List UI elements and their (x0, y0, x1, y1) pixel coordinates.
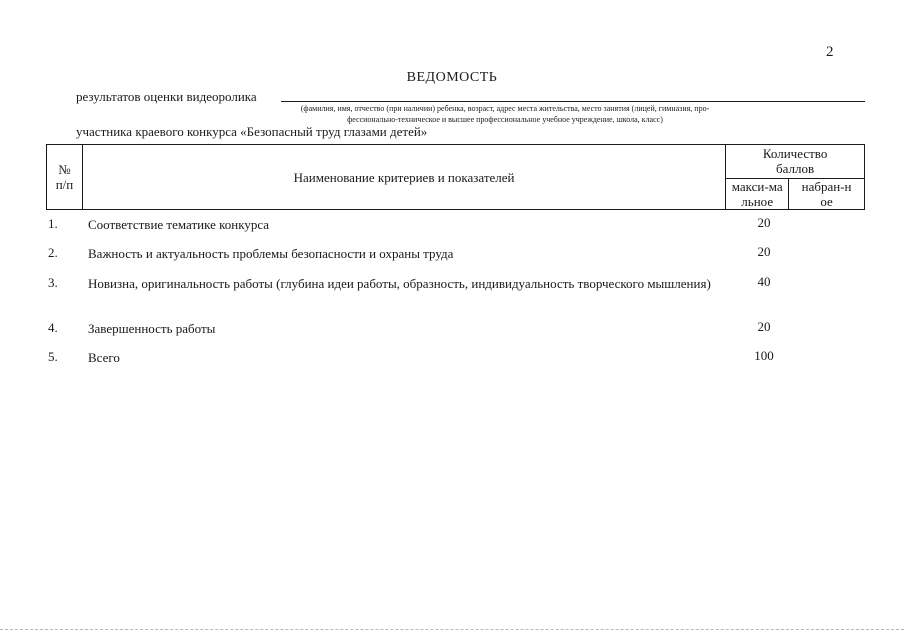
row-criterion: Завершенность работы (88, 321, 216, 336)
row-criterion: Новизна, оригинальность работы (глубина идеи работы, образность, индивидуальность творческого мышления) (88, 276, 711, 291)
row-number: 2. (48, 245, 58, 260)
contest-line: участника краевого конкурса «Безопасный труд глазами детей» (76, 124, 428, 139)
header-got: набран-ное (789, 178, 865, 209)
row-number: 1. (48, 216, 58, 231)
fill-in-line (281, 101, 865, 102)
header-max: макси-мальное (726, 178, 789, 209)
row-number: 4. (48, 320, 58, 335)
row-number: 3. (48, 275, 58, 290)
document-title: ВЕДОМОСТЬ (406, 70, 498, 85)
scan-bottom-rule (0, 629, 904, 630)
row-max-points: 40 (757, 274, 771, 289)
row-max-points: 20 (757, 215, 771, 230)
row-criterion: Соответствие тематике конкурса (88, 217, 270, 232)
page-number: 2 (826, 44, 834, 60)
row-max-points: 20 (757, 244, 771, 259)
row-max-points: 20 (757, 319, 771, 334)
header-num: № п/п (47, 145, 83, 210)
criteria-table-header (46, 144, 865, 210)
header-name: Наименование критериев и показателей (82, 145, 725, 210)
subject-hint-line-1: (фамилия, имя, отчество (при наличии) ребенка, возраст, адрес места жительства, место занятия (лицей, гимназия, про- (300, 104, 710, 113)
row-number: 5. (48, 349, 58, 364)
row-criterion: Важность и актуальность проблемы безопасности и охраны труда (88, 246, 454, 261)
subject-line: результатов оценки видеоролика (76, 89, 257, 104)
header-points: Количество баллов (726, 145, 865, 179)
row-criterion: Всего (88, 350, 120, 365)
row-max-points: 100 (754, 348, 774, 363)
subject-hint-line-2: фессионально-техническое и высшее профессиональное учебное учреждение, школа, класс) (347, 115, 663, 124)
